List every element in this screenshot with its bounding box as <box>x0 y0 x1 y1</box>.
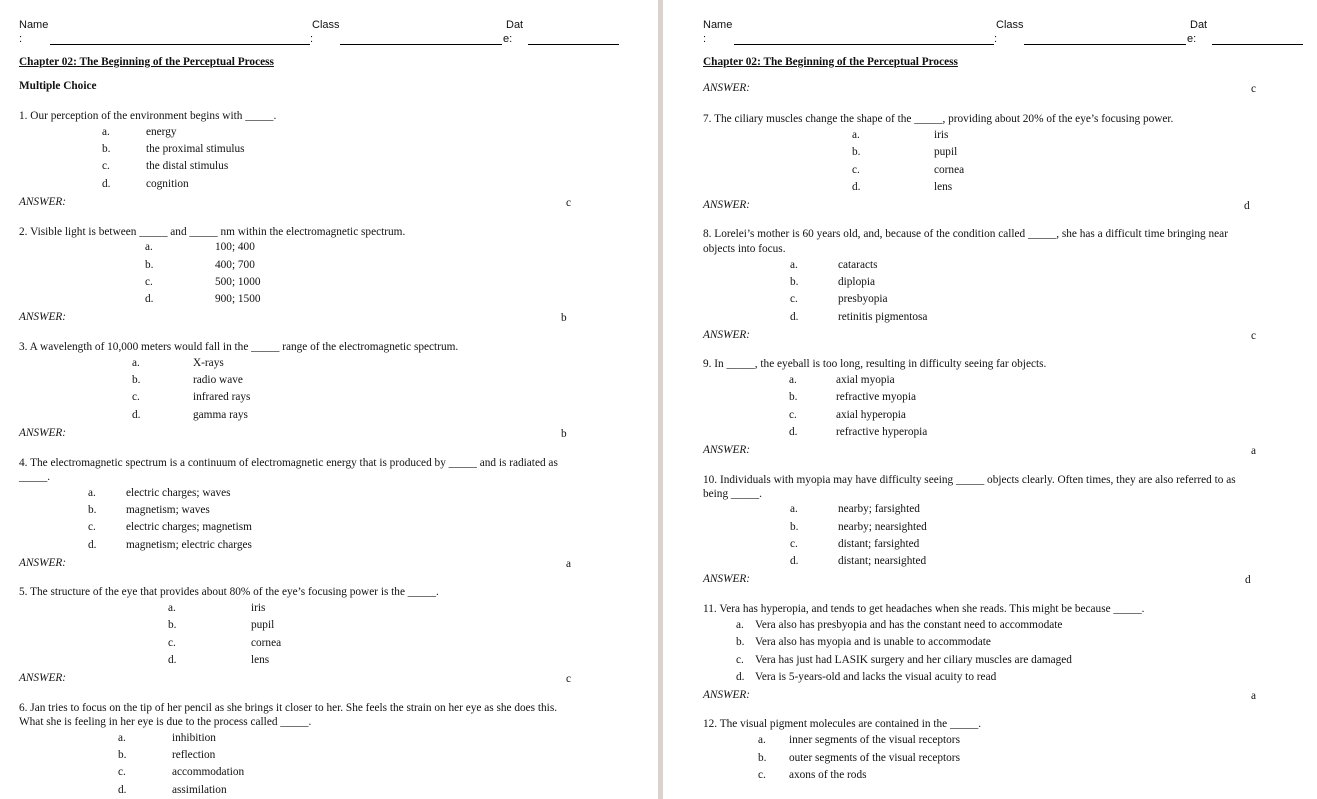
question-12-choice-a-letter: a. <box>758 734 766 746</box>
section-heading: Multiple Choice <box>19 80 97 92</box>
question-9-answer-label: ANSWER: <box>703 444 751 456</box>
question-7-choice-c-text: cornea <box>934 164 965 176</box>
question-1-choice-d-text: cognition <box>146 178 189 190</box>
question-10-answer-value: d <box>1245 574 1251 586</box>
question-8-stem-continued: objects into focus. <box>703 243 786 255</box>
question-2-stem: 2. Visible light is between _____ and _____ nm within the electromagnetic spectrum. <box>19 226 406 238</box>
question-2-answer-label: ANSWER: <box>19 311 67 323</box>
question-6-choice-c-letter: c. <box>118 766 126 778</box>
question-12-choice-a-text: inner segments of the visual receptors <box>789 734 960 746</box>
question-9-choice-b-letter: b. <box>789 391 798 403</box>
question-5-choice-a-text: iris <box>251 602 266 614</box>
question-8-answer-label: ANSWER: <box>703 329 751 341</box>
date-label-suffix: e: <box>503 33 513 45</box>
question-7-choice-a-text: iris <box>934 129 949 141</box>
question-10-choice-a-text: nearby; farsighted <box>838 503 920 515</box>
question-5-choice-c-letter: c. <box>168 637 176 649</box>
worksheet-page-left <box>0 0 658 799</box>
question-11-choice-a-letter: a. <box>736 619 744 631</box>
question-1-choice-c-letter: c. <box>102 160 110 172</box>
question-6-choice-a-text: inhibition <box>172 732 216 744</box>
question-8-choice-b-text: diplopia <box>838 276 876 288</box>
question-5-answer-label: ANSWER: <box>19 672 67 684</box>
question-9-choice-c-letter: c. <box>789 409 797 421</box>
question-6-choice-b-text: reflection <box>172 749 216 761</box>
question-7-choice-d-letter: d. <box>852 181 861 193</box>
date-label-suffix: e: <box>1187 33 1197 45</box>
class-line <box>340 44 502 45</box>
question-5-choice-d-text: lens <box>251 654 270 666</box>
question-1-choice-b-text: the proximal stimulus <box>146 143 245 155</box>
question-11-choice-b-letter: b. <box>736 636 745 648</box>
question-5-choice-d-letter: d. <box>168 654 177 666</box>
question-3-stem: 3. A wavelength of 10,000 meters would fall in the _____ range of the electromagnetic spectrum. <box>19 341 459 353</box>
question-3-choice-a-text: X-rays <box>193 357 224 369</box>
question-10-choice-b-text: nearby; nearsighted <box>838 521 927 533</box>
question-2-choice-d-text: 900; 1500 <box>215 293 261 305</box>
name-line <box>734 44 994 45</box>
answer-label: ANSWER: <box>703 82 751 94</box>
question-7-choice-a-letter: a. <box>852 129 860 141</box>
question-8-choice-a-letter: a. <box>790 259 798 271</box>
question-2-answer-value: b <box>561 312 567 324</box>
question-5-answer-value: c <box>566 673 572 685</box>
question-9-stem: 9. In _____, the eyeball is too long, resulting in difficulty seeing far objects. <box>703 358 1047 370</box>
question-5-choice-b-letter: b. <box>168 619 177 631</box>
worksheet-page-right <box>663 0 1317 799</box>
question-4-choice-a-letter: a. <box>88 487 96 499</box>
question-10-choice-d-letter: d. <box>790 555 799 567</box>
question-11-choice-b-text: Vera also has myopia and is unable to accommodate <box>755 636 991 648</box>
class-colon: : <box>994 33 998 45</box>
question-10-stem-continued: being _____. <box>703 488 762 500</box>
question-11-choice-d-text: Vera is 5-years-old and lacks the visual acuity to read <box>755 671 997 683</box>
question-8-choice-c-text: presbyopia <box>838 293 888 305</box>
question-10-choice-d-text: distant; nearsighted <box>838 555 927 567</box>
question-4-choice-a-text: electric charges; waves <box>126 487 231 499</box>
question-11-answer-value: a <box>1251 690 1257 702</box>
question-4-choice-d-text: magnetism; electric charges <box>126 539 252 551</box>
question-8-stem: 8. Lorelei’s mother is 60 years old, and, because of the condition called _____, she has a difficult time bringing near <box>703 228 1228 240</box>
class-label: Class <box>996 19 1024 31</box>
date-label: Dat <box>506 19 524 31</box>
question-2-choice-a-text: 100; 400 <box>215 241 255 253</box>
question-8-choice-d-letter: d. <box>790 311 799 323</box>
question-6-choice-d-letter: d. <box>118 784 127 796</box>
question-9-choice-d-letter: d. <box>789 426 798 438</box>
question-9-choice-b-text: refractive myopia <box>836 391 916 403</box>
question-9-choice-d-text: refractive hyperopia <box>836 426 928 438</box>
question-6-choice-a-letter: a. <box>118 732 126 744</box>
question-12-choice-b-text: outer segments of the visual receptors <box>789 752 960 764</box>
question-10-stem: 10. Individuals with myopia may have difficulty seeing _____ objects clearly. Often times, they are also referred to as <box>703 474 1236 486</box>
question-6-choice-d-text: assimilation <box>172 784 227 796</box>
question-4-answer-value: a <box>566 558 572 570</box>
question-1-choice-b-letter: b. <box>102 143 111 155</box>
question-8-choice-a-text: cataracts <box>838 259 878 271</box>
question-7-choice-b-text: pupil <box>934 146 958 158</box>
question-1-choice-d-letter: d. <box>102 178 111 190</box>
question-11-choice-d-letter: d. <box>736 671 745 683</box>
question-8-choice-d-text: retinitis pigmentosa <box>838 311 928 323</box>
question-2-choice-c-text: 500; 1000 <box>215 276 261 288</box>
question-11-choice-c-letter: c. <box>736 654 744 666</box>
question-10-choice-a-letter: a. <box>790 503 798 515</box>
question-7-stem: 7. The ciliary muscles change the shape of the _____, providing about 20% of the eye’s focusing power. <box>703 113 1174 125</box>
question-4-choice-d-letter: d. <box>88 539 97 551</box>
answer-value: c <box>1251 83 1257 95</box>
question-2-choice-a-letter: a. <box>145 241 153 253</box>
class-label: Class <box>312 19 340 31</box>
question-1-choice-c-text: the distal stimulus <box>146 160 229 172</box>
question-8-answer-value: c <box>1251 330 1257 342</box>
question-12-choice-b-letter: b. <box>758 752 767 764</box>
question-7-answer-value: d <box>1244 200 1250 212</box>
name-colon: : <box>19 33 23 45</box>
question-10-choice-c-letter: c. <box>790 538 798 550</box>
date-line <box>528 44 619 45</box>
question-4-choice-c-letter: c. <box>88 521 96 533</box>
question-4-choice-b-text: magnetism; waves <box>126 504 210 516</box>
question-7-choice-c-letter: c. <box>852 164 860 176</box>
question-5-stem: 5. The structure of the eye that provides about 80% of the eye’s focusing power is the _____. <box>19 586 439 598</box>
question-3-choice-b-text: radio wave <box>193 374 243 386</box>
question-1-answer-value: c <box>566 197 572 209</box>
date-label: Dat <box>1190 19 1208 31</box>
name-label: Name <box>703 19 733 31</box>
question-12-choice-c-letter: c. <box>758 769 766 781</box>
name-label: Name <box>19 19 49 31</box>
question-6-stem-continued: What she is feeling in her eye is due to the process called _____. <box>19 716 312 728</box>
question-4-choice-c-text: electric charges; magnetism <box>126 521 252 533</box>
question-3-choice-c-text: infrared rays <box>193 391 251 403</box>
question-11-stem: 11. Vera has hyperopia, and tends to get headaches when she reads. This might be because _____. <box>703 603 1145 615</box>
question-4-stem-continued: _____. <box>19 471 51 483</box>
question-11-choice-a-text: Vera also has presbyopia and has the constant need to accommodate <box>755 619 1063 631</box>
question-2-choice-b-letter: b. <box>145 259 154 271</box>
question-1-answer-label: ANSWER: <box>19 196 67 208</box>
question-12-choice-c-text: axons of the rods <box>789 769 867 781</box>
question-10-choice-c-text: distant; farsighted <box>838 538 920 550</box>
question-6-choice-c-text: accommodation <box>172 766 245 778</box>
question-9-choice-a-letter: a. <box>789 374 797 386</box>
question-4-stem: 4. The electromagnetic spectrum is a continuum of electromagnetic energy that is produced by _____ and is radiated as <box>19 457 558 469</box>
question-3-answer-value: b <box>561 428 567 440</box>
question-11-answer-label: ANSWER: <box>703 689 751 701</box>
question-2-choice-b-text: 400; 700 <box>215 259 255 271</box>
question-11-choice-c-text: Vera has just had LASIK surgery and her ciliary muscles are damaged <box>755 654 1072 666</box>
question-3-choice-a-letter: a. <box>132 357 140 369</box>
name-line <box>50 44 310 45</box>
question-10-answer-label: ANSWER: <box>703 573 751 585</box>
chapter-title: Chapter 02: The Beginning of the Perceptual Process <box>703 56 958 68</box>
question-3-choice-d-text: gamma rays <box>193 409 248 421</box>
class-colon: : <box>310 33 314 45</box>
question-10-choice-b-letter: b. <box>790 521 799 533</box>
question-3-choice-b-letter: b. <box>132 374 141 386</box>
question-9-answer-value: a <box>1251 445 1257 457</box>
question-4-choice-b-letter: b. <box>88 504 97 516</box>
question-5-choice-c-text: cornea <box>251 637 282 649</box>
question-7-choice-d-text: lens <box>934 181 953 193</box>
question-2-choice-c-letter: c. <box>145 276 153 288</box>
question-8-choice-c-letter: c. <box>790 293 798 305</box>
question-1-stem: 1. Our perception of the environment begins with _____. <box>19 110 277 122</box>
question-3-choice-c-letter: c. <box>132 391 140 403</box>
question-7-answer-label: ANSWER: <box>703 199 751 211</box>
question-8-choice-b-letter: b. <box>790 276 799 288</box>
question-1-choice-a-letter: a. <box>102 126 110 138</box>
question-4-answer-label: ANSWER: <box>19 557 67 569</box>
question-3-choice-d-letter: d. <box>132 409 141 421</box>
date-line <box>1212 44 1303 45</box>
question-9-choice-a-text: axial myopia <box>836 374 895 386</box>
chapter-title: Chapter 02: The Beginning of the Perceptual Process <box>19 56 274 68</box>
question-5-choice-b-text: pupil <box>251 619 275 631</box>
question-7-choice-b-letter: b. <box>852 146 861 158</box>
question-3-answer-label: ANSWER: <box>19 427 67 439</box>
question-9-choice-c-text: axial hyperopia <box>836 409 906 421</box>
name-colon: : <box>703 33 707 45</box>
question-6-choice-b-letter: b. <box>118 749 127 761</box>
question-5-choice-a-letter: a. <box>168 602 176 614</box>
question-12-stem: 12. The visual pigment molecules are contained in the _____. <box>703 718 982 730</box>
question-6-stem: 6. Jan tries to focus on the tip of her pencil as she brings it closer to her. She feels the strain on her eye as she does this. <box>19 702 558 714</box>
question-1-choice-a-text: energy <box>146 126 177 138</box>
class-line <box>1024 44 1186 45</box>
question-2-choice-d-letter: d. <box>145 293 154 305</box>
